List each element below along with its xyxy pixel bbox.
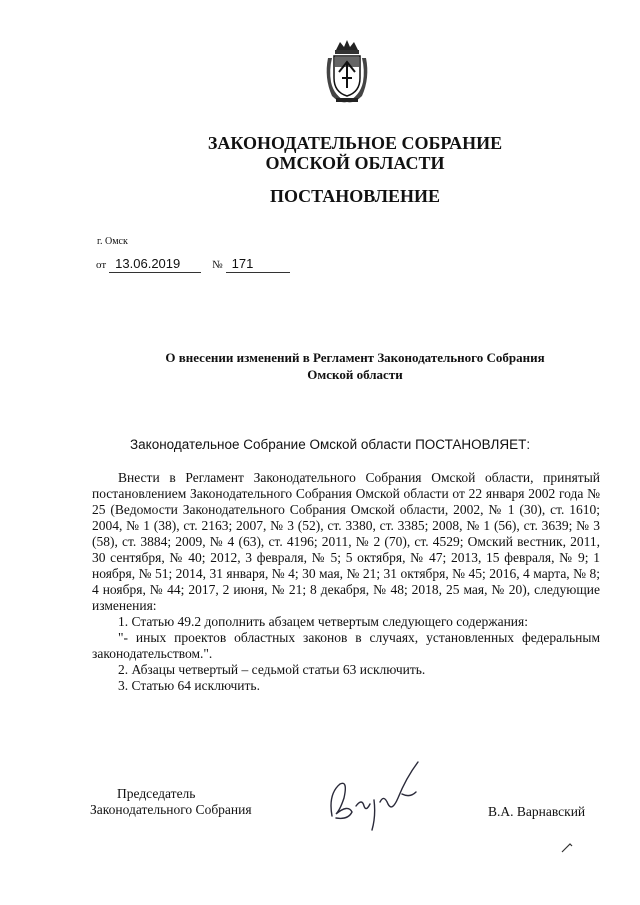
number-label: № <box>212 259 223 271</box>
handwritten-signature <box>318 754 436 836</box>
document-date: 13.06.2019 <box>109 256 201 273</box>
title-line1: О внесении изменений в Регламент Законодательного Собрания <box>165 350 545 365</box>
item-3: 3. Статью 64 исключить. <box>118 678 260 693</box>
signatory-title-line1: Председатель <box>117 786 196 801</box>
main-paragraph: Внести в Регламент Законодательного Собрания Омской области, принятый постановлением Законодательного Собрания Омской области от 22 января 2002 года № 25 (Ведомости Законодательного Собрания Омской области, 2002, № 1 (30), ст. 1610; 2004, № 1 (38), ст. 2163; 2007, № 3 (52), ст. 3380, ст. 3385; 2008, № 1 (56), ст. 3639; № 3 (58), ст. 3884; 2009, № 4 (63), ст. 4196; 2011, № 2 (70), ст. 4529; Омский вестник, 2011, 30 сентября, № 40; 2012, 3 февраля, № 5; 5 октября, № 47; 2013, 15 февраля, № 9; 1 ноября, № 51; 2014, 31 января, № 4; 30 мая, № 21; 31 октября, № 45; 2016, 4 марта, № 8; 4 ноября, № 44; 2017, 2 июня, № 21; 8 декабря, № 48; 2018, 25 мая, № 20), следующие изменения: <box>92 470 600 613</box>
coat-of-arms-icon <box>322 38 372 106</box>
item-2: 2. Абзацы четвертый – седьмой статьи 63 исключить. <box>118 662 426 677</box>
title-line2: Омской области <box>307 367 403 382</box>
organization-name-line1: ЗАКОНОДАТЕЛЬНОЕ СОБРАНИЕ <box>207 133 503 153</box>
organization-name-line2: ОМСКОЙ ОБЛАСТИ <box>265 153 445 173</box>
document-number: 171 <box>226 256 290 273</box>
date-number-row <box>96 256 290 273</box>
signatory-title-line2: Законодательного Собрания <box>90 802 252 817</box>
signatory-title <box>90 786 252 818</box>
item-1: 1. Статью 49.2 дополнить абзацем четвертым следующего содержания: <box>118 614 528 629</box>
date-label: от <box>96 259 107 271</box>
item-1-quote: "- иных проектов областных законов в случаях, установленных федеральным законодательством.". <box>92 630 600 661</box>
document-type: ПОСТАНОВЛЕНИЕ <box>269 186 441 206</box>
signatory-name: В.А. Варнавский <box>488 804 586 819</box>
document-title <box>0 349 640 383</box>
city-label: г. Омск <box>97 236 128 247</box>
document-body <box>92 470 600 694</box>
resolution-intro: Законодательное Собрание Омской области ПОСТАНОВЛЯЕТ: <box>130 437 531 452</box>
handwritten-mark <box>560 840 580 854</box>
